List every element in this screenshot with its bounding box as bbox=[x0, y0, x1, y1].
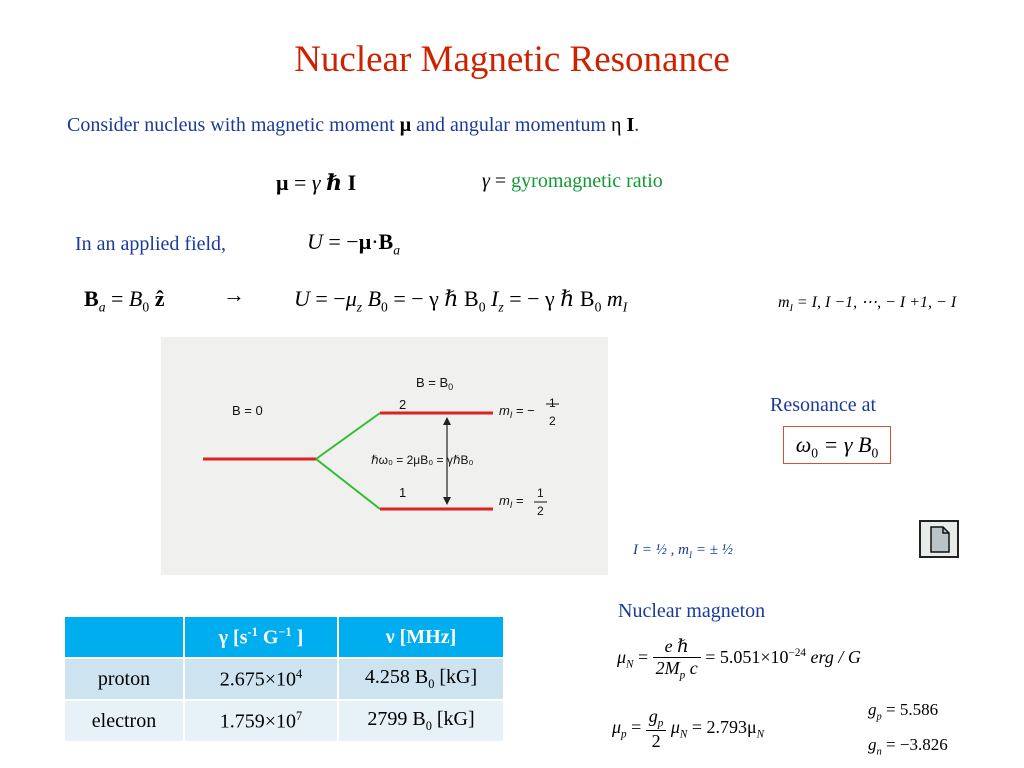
lower-half-num: 1 bbox=[537, 486, 544, 500]
proton-g-factor: $g_p = 5.586$ bbox=[868, 700, 939, 723]
b-b0-label: $B = B_0$ bbox=[416, 375, 454, 392]
row-name: electron bbox=[65, 700, 184, 741]
spin-half-note: I = ½ , $m_I$ = ± ½ bbox=[633, 542, 733, 561]
field-equation: $B_a = B_0$ ẑ bbox=[84, 286, 165, 315]
proton-moment-equation: $\mu_p$ = $\frac{g_p}{2}$ $\mu_N = 2.793\mu_N$ bbox=[612, 706, 765, 751]
mi-range-equation: $m_I = I$, I −1, ⋯, − I +1, − I bbox=[778, 294, 957, 315]
intro-text: Consider nucleus with magnetic moment μ and angular momentum η I. bbox=[67, 114, 640, 136]
energy-chain-equation: $U = -\mu_z$ $B_0$ = − γ ℏ $B_0$ $I_z$ = − γ ℏ $B_0$ $m_I$ bbox=[294, 286, 628, 315]
row-name: proton bbox=[65, 658, 184, 700]
resonance-equation: $\omega_0 = \gamma$ $B_0$ bbox=[783, 426, 891, 464]
upper-half-num: 1 bbox=[549, 396, 556, 410]
upper-mi-label: $m_I$ = − bbox=[499, 403, 535, 420]
table-header-row bbox=[65, 617, 504, 658]
level-2-label: 2 bbox=[399, 397, 407, 412]
gyromagnetic-definition: γ = gyromagnetic ratio bbox=[482, 170, 663, 192]
nuclear-magneton-label: Nuclear magneton bbox=[618, 600, 766, 622]
document-icon[interactable] bbox=[919, 520, 959, 558]
table-row bbox=[65, 658, 504, 700]
table-header-empty bbox=[65, 617, 184, 658]
neutron-g-factor: $g_n = -3.826$ bbox=[868, 735, 948, 758]
gyromagnetic-table bbox=[65, 617, 505, 741]
nuclear-magneton-equation: $\mu_N$ = $\frac{\text{e ℏ}}{2M_p c}$ = $5.051\times 10^{-24}$ erg / G bbox=[617, 636, 861, 682]
resonance-label: Resonance at bbox=[770, 394, 877, 416]
right-arrow-icon: → bbox=[223, 282, 245, 307]
lower-half-den: 2 bbox=[537, 504, 544, 518]
lower-mi-label: $m_I$ = bbox=[499, 493, 524, 510]
row-gamma: $2.675\times 10^4$ bbox=[184, 658, 338, 700]
moment-equation: μ = γ ℏ I bbox=[276, 170, 357, 195]
energy-level-diagram bbox=[161, 337, 608, 575]
level-1-label: 1 bbox=[399, 485, 407, 500]
b-zero-label: B = 0 bbox=[232, 403, 263, 418]
applied-field-label: In an applied field, bbox=[75, 233, 227, 255]
row-gamma: $1.759\times 10^7$ bbox=[184, 700, 338, 741]
row-nu: 4.258 $B_0$ [kG] bbox=[338, 658, 504, 700]
table-header-nu: ν [MHz] bbox=[338, 617, 504, 658]
table-header-gamma: γ [$s^{-1}$ $G^{-1}$ ] bbox=[184, 617, 338, 658]
energy-equation: $U = -\mu\cdot B_a$ bbox=[307, 229, 401, 258]
energy-gap-label: ℏω₀ = 2μB₀ = γℏB₀ bbox=[371, 453, 474, 467]
upper-half-den: 2 bbox=[549, 414, 556, 428]
table-row bbox=[65, 700, 504, 741]
page-title: Nuclear Magnetic Resonance bbox=[294, 39, 730, 80]
row-nu: 2799 $B_0$ [kG] bbox=[338, 700, 504, 741]
